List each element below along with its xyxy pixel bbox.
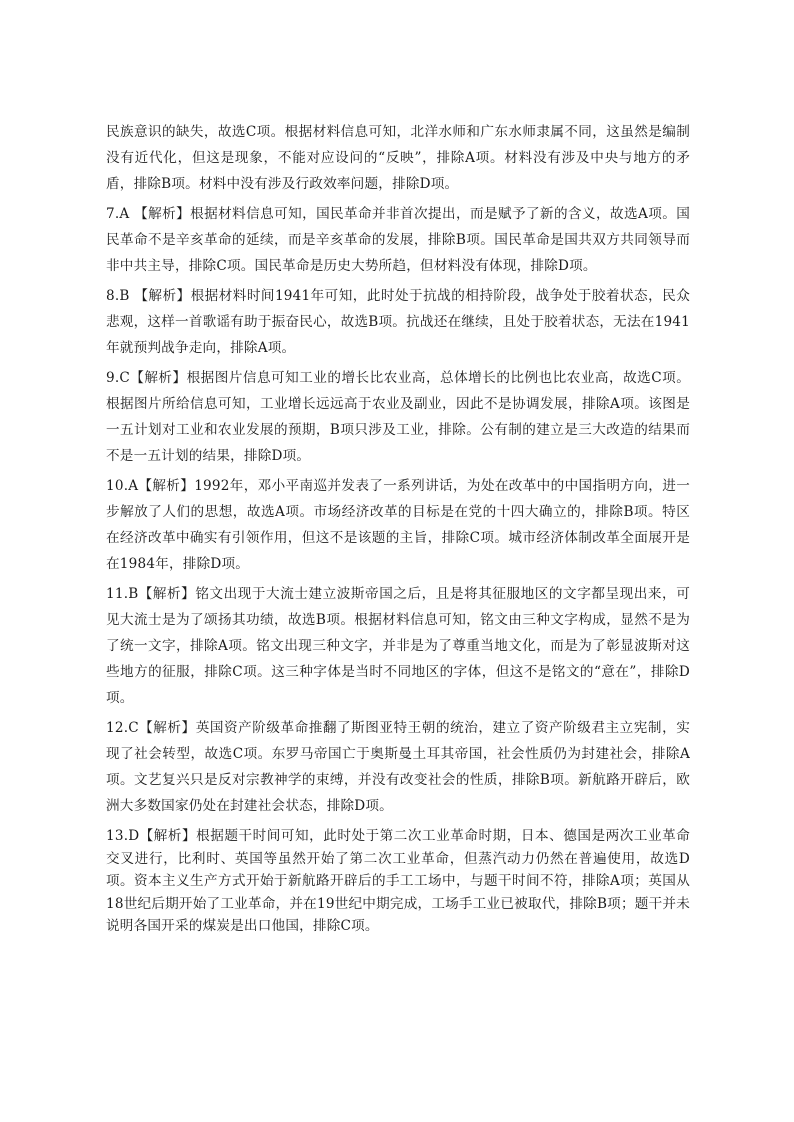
paragraph-q6-continuation: 民族意识的缺失，故选C项。根据材料信息可知，北洋水师和广东水师隶属不同，这虽然是编制没有近代化，但这是现象，不能对应设问的“反映”，排除A项。材料没有涉及中央与地方的矛盾，排除B项。材料中没有涉及行政效率问题，排除D项。 <box>106 124 690 192</box>
paragraph-q12: 12.C【解析】英国资产阶级革命推翻了斯图亚特王朝的统治，建立了资产阶级君主立宪制，实现了社会转型，故选C项。东罗马帝国亡于奥斯曼土耳其帝国，社会性质仍为封建社会，排除A项。文艺复兴只是反对宗教神学的束缚，并没有改变社会的性质，排除B项。新航路开辟后，欧洲大多数国家仍处在封建社会状态，排除D项。 <box>106 720 690 814</box>
paragraph-q7: 7.A 【解析】根据材料信息可知，国民革命并非首次提出，而是赋予了新的含义，故选A项。国民革命不是辛亥革命的延续，而是辛亥革命的发展，排除B项。国民革命是国共双方共同领导而非中共主导，排除C项。国民革命是历史大势所趋，但材料没有体现，排除D项。 <box>106 206 690 274</box>
paragraph-q8: 8.B 【解析】根据材料时间1941年可知，此时处于抗战的相持阶段，战争处于胶着状态，民众悲观，这样一首歌谣有助于振奋民心，故选B项。抗战还在继续，且处于胶着状态，无法在1941年就预判战争走向，排除A项。 <box>106 288 690 356</box>
paragraph-q11: 11.B【解析】铭文出现于大流士建立波斯帝国之后，且是将其征服地区的文字都呈现出来，可见大流士是为了颂扬其功绩，故选B项。根据材料信息可知，铭文由三种文字构成，显然不是为了统一文字，排除A项。铭文出现三种文字，并非是为了尊重当地文化，而是为了彰显波斯对这些地方的征服，排除C项。这三种字体是当时不同地区的字体，但这不是铭文的“意在”，排除D项。 <box>106 586 690 706</box>
paragraph-q13: 13.D【解析】根据题干时间可知，此时处于第二次工业革命时期，日本、德国是两次工业革命交叉进行，比利时、英国等虽然开始了第二次工业革命，但蒸汽动力仍然在普遍使用，故选D项。资本主义生产方式开始于新航路开辟后的手工工场中，与题干时间不符，排除A项；英国从18世纪后期开始了工业革命，并在19世纪中期完成，工场手工业已被取代，排除B项；题干并未说明各国开采的煤炭是出口他国，排除C项。 <box>106 828 690 934</box>
paragraph-q10: 10.A【解析】1992年，邓小平南巡并发表了一系列讲话，为处在改革中的中国指明方向，进一步解放了人们的思想，故选A项。市场经济改革的目标是在党的十四大确立的，排除B项。特区在经济改革中确实有引领作用，但这不是该题的主旨，排除C项。城市经济体制改革全面展开是在1984年，排除D项。 <box>106 478 690 572</box>
paragraph-q9: 9.C【解析】根据图片信息可知工业的增长比农业高，总体增长的比例也比农业高，故选C项。根据图片所给信息可知，工业增长远远高于农业及副业，因此不是协调发展，排除A项。该图是一五计划对工业和农业发展的预期，B项只涉及工业，排除。公有制的建立是三大改造的结果而不是一五计划的结果，排除D项。 <box>106 370 690 464</box>
answer-explanations <box>106 119 690 938</box>
